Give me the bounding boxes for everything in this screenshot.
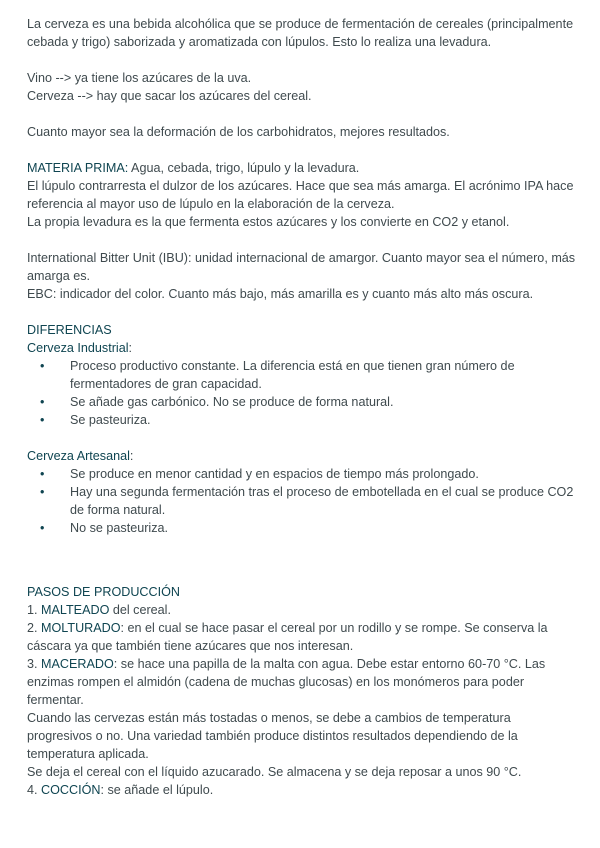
reposo-line: Se deja el cereal con el líquido azucarado. Se almacena y se deja reposar a unos 90 °C. [27,765,522,779]
step-text: : en el cual se hace pasar el cereal por un rodillo y se rompe. Se conserva la cáscara ya que también tiene azúcares que nos interesan. [27,621,548,653]
artesanal-colon: : [129,449,134,463]
list-item: • Hay una segunda fermentación tras el proceso de embotellada en el cual se produce CO2 de forma natural. [27,483,578,519]
industrial-colon: : [128,341,132,355]
cerveza-line: Cerveza --> hay que sacar los azúcares del cereal. [27,89,312,103]
list-item: • Se pasteuriza. [27,411,578,429]
step-malteado [27,601,578,619]
list-item: • No se pasteuriza. [27,519,578,537]
step-molturado [27,619,578,655]
step-number: 2. [27,621,42,635]
step-name: COCCIÓN [41,783,101,797]
industrial-heading [27,339,578,357]
artesanal-heading [27,447,578,465]
step-macerado [27,655,578,709]
materia-prima-text: Agua, cebada, trigo, lúpulo y la levadura. [128,161,360,175]
materia-prima-label: MATERIA PRIMA: [27,161,129,175]
list-item: • Se produce en menor cantidad y en espacios de tiempo más prolongado. [27,465,578,483]
list-item: • Se añade gas carbónico. No se produce de forma natural. [27,393,578,411]
step-number: 3. [27,657,42,671]
step-name: MALTEADO [41,603,110,617]
intro-paragraph: La cerveza es una bebida alcohólica que se produce de fermentación de cereales (principalmente cebada y trigo) saborizada y aromatizada con lúpulos. Esto lo realiza una levadura. [27,17,574,49]
levadura-line: La propia levadura es la que fermenta estos azúcares y los convierte en CO2 y etanol. [27,215,510,229]
step-text: : se hace una papilla de la malta con agua. Debe estar entorno 60-70 °C. Las enzimas rompen el almidón (cadena de muchas glucosas) en los monómeros para poder fermentar. [27,657,546,707]
step-number: 1. [27,603,42,617]
tostado-paragraph: Cuando las cervezas están más tostadas o menos, se debe a cambios de temperatura progresivos o no. Una variedad también produce distintos resultados dependiendo de la temperatura aplicada. [27,711,518,761]
carbohidratos-line: Cuanto mayor sea la deformación de los carbohidratos, mejores resultados. [27,125,450,139]
step-number: 4. [27,783,42,797]
materia-prima-line [27,159,578,177]
list-item: • Proceso productivo constante. La diferencia está en que tienen gran número de fermentadores de gran capacidad. [27,357,578,393]
step-text: : se añade el lúpulo. [100,783,214,797]
step-name: MOLTURADO [41,621,121,635]
step-name: MACERADO [41,657,114,671]
industrial-label: Cerveza Industrial [27,341,129,355]
ebc-line: EBC: indicador del color. Cuanto más bajo, más amarilla es y cuanto más alto más oscura. [27,287,534,301]
step-coccion [27,781,578,799]
industrial-list [27,357,578,429]
artesanal-label: Cerveza Artesanal [27,449,130,463]
diferencias-heading: DIFERENCIAS [27,323,112,337]
artesanal-list [27,465,578,537]
vino-line: Vino --> ya tiene los azúcares de la uva. [27,71,252,85]
lupulo-paragraph: El lúpulo contrarresta el dulzor de los azúcares. Hace que sea más amarga. El acrónimo IPA hace referencia al mayor uso de lúpulo en la elaboración de la cerveza. [27,179,574,211]
ibu-paragraph: International Bitter Unit (IBU): unidad internacional de amargor. Cuanto mayor sea el número, más amarga es. [27,251,576,283]
pasos-heading: PASOS DE PRODUCCIÓN [27,585,181,599]
step-text: del cereal. [109,603,171,617]
